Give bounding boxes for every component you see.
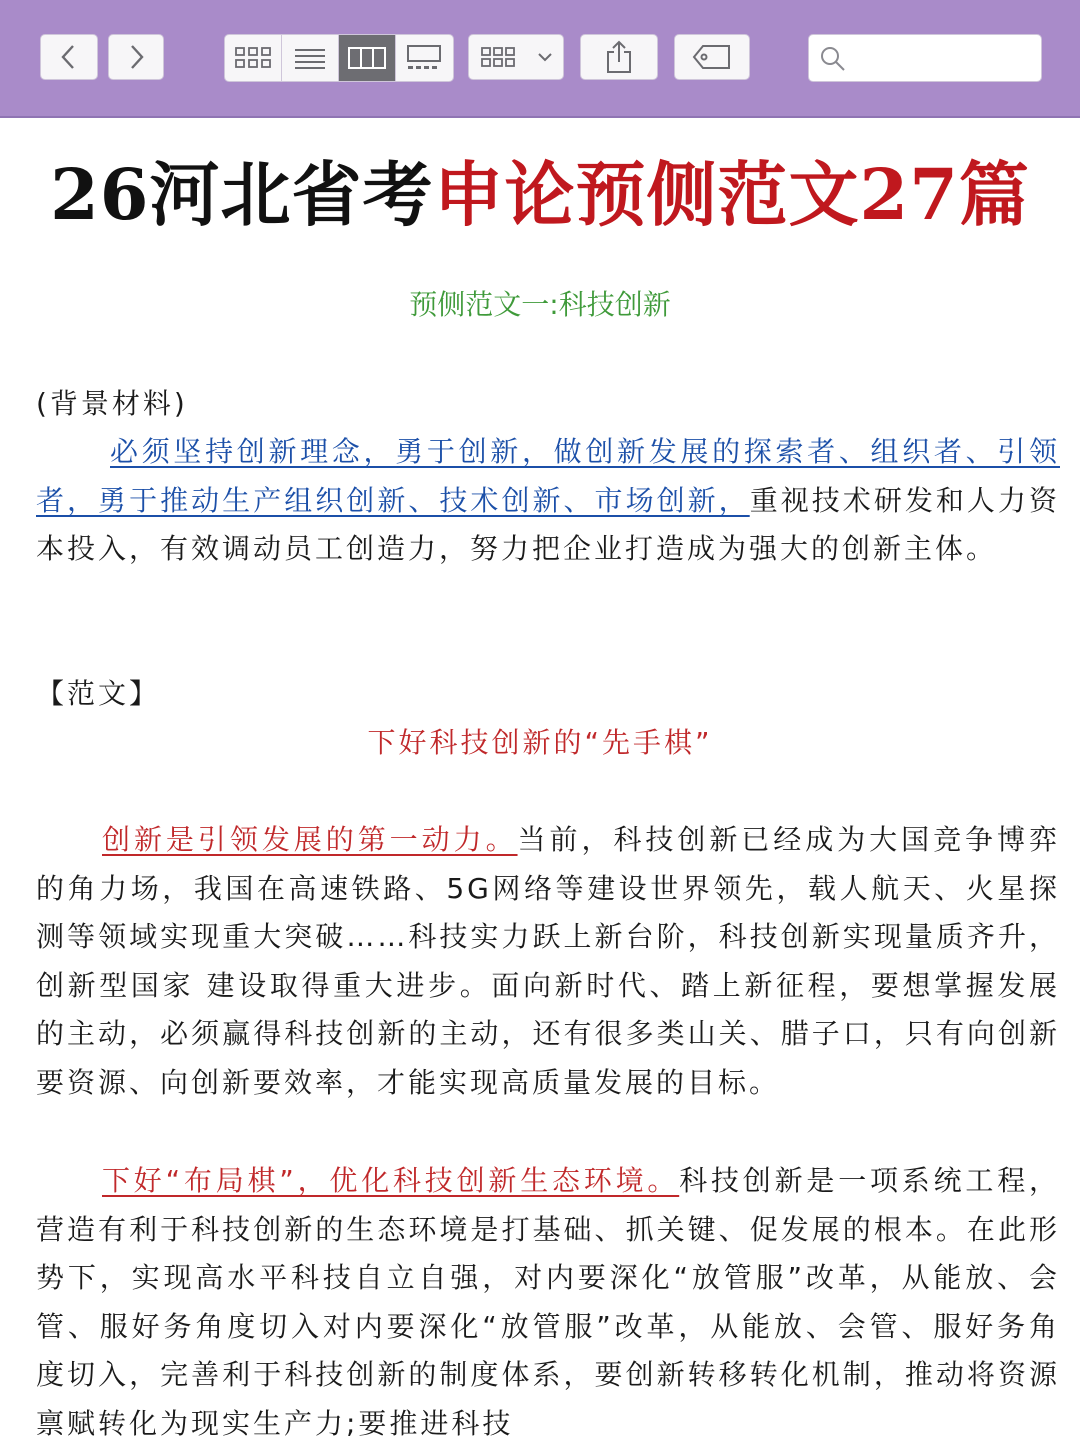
chevron-right-icon [126,44,146,70]
title-black-part: 26河北省考 [50,153,434,236]
group-by-button[interactable] [468,34,564,80]
share-button[interactable] [580,34,658,80]
page-title [0,150,1080,240]
paragraph-1-lead: 创新是引领发展的第一动力。 [102,823,518,856]
essay-paragraph-1 [36,816,1060,1107]
gallery-view-icon [404,45,444,71]
paragraph-1-text: 当前，科技创新已经成为大国竞争博弈的角力场，我国在高速铁路、5G网络等建设世界领先，载人航天、火星探测等领域实现重大突破……科技实力跃上新台阶，科技创新实现量质齐升，创新型国家 建设取得重大进步。面向新时代、踏上新征程，要想掌握发展的主动，必须赢得科技创新的主动，还有很多类山关、腊子口，只有向创新要资源、向创新要效率，才能实现高质量发展的目标。 [36,823,1060,1099]
share-icon [605,40,633,74]
group-by-icon [480,46,516,68]
title-red-part: 申论预侧范文27篇 [433,153,1030,236]
column-view-button[interactable] [339,35,396,81]
forward-button[interactable] [108,34,164,80]
paragraph-2-text: 科技创新是一项系统工程，营造有利于科技创新的生态环境是打基础、抓关键、促发展的根本。在此形势下，实现高水平科技自立自强，对内要深化“放管服”改革，从能放、会管、服好务角度切入对内要深化“放管服”改革，从能放、会管、服好务角度切入，完善利于科技创新的制度体系，要创新转移转化机制，推动将资源禀赋转化为现实生产力;要推进科技 [36,1164,1060,1440]
essay-title: 下好科技创新的“先手棋” [367,726,713,759]
search-field[interactable] [808,34,1042,82]
background-paragraph [36,428,1060,574]
chevron-left-icon [59,44,79,70]
grid-view-icon [234,46,272,70]
chevron-down-icon [537,51,553,63]
gallery-view-button[interactable] [396,35,453,81]
search-icon [819,45,847,73]
background-highlight-text: 必须坚持创新理念，勇于创新，做创新发展的探索者、组织者、引领者，勇于推动生产组织创新、技术创新、市场创新， [36,435,1060,517]
essay-paragraph-2 [36,1157,1060,1448]
toolbar [0,0,1080,118]
essay-label: 【范文】 [36,677,161,710]
paragraph-2-lead: 下好“布局棋”，优化科技创新生态环境。 [102,1164,680,1197]
column-view-icon [348,47,386,69]
background-label: (背景材料) [36,387,188,420]
tag-button[interactable] [674,34,750,80]
tag-icon [692,44,732,70]
list-view-button[interactable] [282,35,339,81]
back-button[interactable] [40,34,98,80]
view-mode-control [224,34,454,82]
section-subtitle: 预侧范文一:科技创新 [409,288,671,321]
grid-view-button[interactable] [225,35,282,81]
list-view-icon [293,46,327,70]
background-rest-text: 重视技术研发和人力资本投入，有效调动员工创造力，努力把企业打造成为强大的创新主体。 [36,483,1060,565]
